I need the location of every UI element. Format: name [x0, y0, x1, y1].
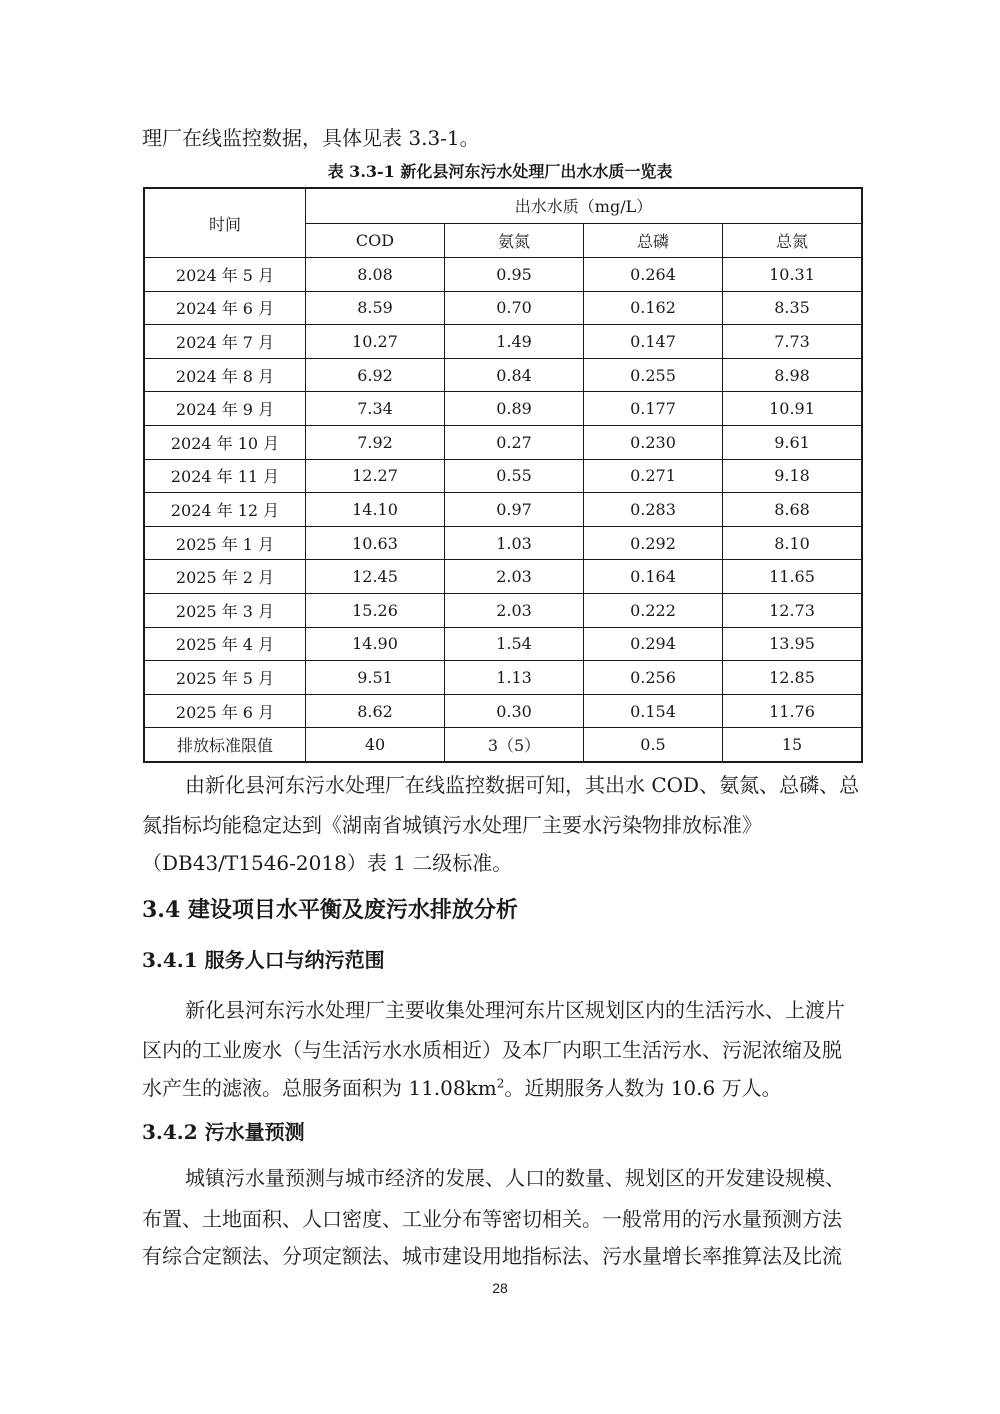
- ammonia-cell: 0.89: [445, 392, 584, 426]
- cod-cell: 15.26: [306, 593, 445, 627]
- time-cell: 2025 年 6 月: [144, 694, 306, 728]
- nitrogen-cell: 8.98: [723, 358, 863, 392]
- paragraph-1-line-2: 氮指标均能稳定达到《湖南省城镇污水处理厂主要水污染物排放标准》: [142, 813, 762, 837]
- time-cell: 2025 年 5 月: [144, 661, 306, 695]
- paragraph-2-line-1: 新化县河东污水处理厂主要收集处理河东片区规划区内的生活污水、上渡片: [185, 998, 845, 1022]
- nitrogen-cell: 10.31: [723, 258, 863, 292]
- ammonia-cell: 0.30: [445, 694, 584, 728]
- time-header: 时间: [144, 188, 306, 258]
- cod-cell: 12.45: [306, 560, 445, 594]
- phosphorus-cell: 0.147: [584, 325, 723, 359]
- time-cell: 2024 年 10 月: [144, 425, 306, 459]
- table-row: [144, 425, 862, 459]
- table-row: [144, 358, 862, 392]
- cod-cell: 7.34: [306, 392, 445, 426]
- ammonia-cell: 1.54: [445, 627, 584, 661]
- time-cell: 2024 年 5 月: [144, 258, 306, 292]
- paragraph-2-line-3: [142, 1074, 782, 1102]
- ammonia-cell: 2.03: [445, 560, 584, 594]
- table-caption: 表 3.3-1 新化县河东污水处理厂出水水质一览表: [327, 162, 673, 181]
- nitrogen-cell: 7.73: [723, 325, 863, 359]
- phosphorus-cell: 0.271: [584, 459, 723, 493]
- cod-cell: 10.27: [306, 325, 445, 359]
- ammonia-cell: 0.95: [445, 258, 584, 292]
- column-header-phosphorus: 总磷: [584, 223, 723, 258]
- table-row: [144, 493, 862, 527]
- limit-row: [144, 728, 862, 762]
- table-row: [144, 661, 862, 695]
- nitrogen-cell: 11.65: [723, 560, 863, 594]
- table-row: [144, 291, 862, 325]
- time-cell: 2024 年 8 月: [144, 358, 306, 392]
- table-row: [144, 560, 862, 594]
- section-heading-3-4-2: 3.4.2 污水量预测: [142, 1120, 305, 1144]
- page-number: 28: [492, 1280, 508, 1296]
- ammonia-limit-cell: 3（5）: [445, 728, 584, 762]
- phosphorus-cell: 0.177: [584, 392, 723, 426]
- ammonia-cell: 0.27: [445, 425, 584, 459]
- group-header: 出水水质（mg/L）: [306, 188, 863, 223]
- column-header-cod: COD: [306, 223, 445, 258]
- cod-cell: 6.92: [306, 358, 445, 392]
- phosphorus-cell: 0.292: [584, 526, 723, 560]
- paragraph-3-line-1: 城镇污水量预测与城市经济的发展、人口的数量、规划区的开发建设规模、: [185, 1166, 845, 1190]
- column-header-ammonia: 氨氮: [445, 223, 584, 258]
- paragraph-3-line-2: 布置、土地面积、人口密度、工业分布等密切相关。一般常用的污水量预测方法: [142, 1207, 842, 1231]
- ammonia-cell: 0.55: [445, 459, 584, 493]
- time-cell: 2025 年 4 月: [144, 627, 306, 661]
- ammonia-cell: 0.84: [445, 358, 584, 392]
- cod-cell: 8.59: [306, 291, 445, 325]
- cod-limit-cell: 40: [306, 728, 445, 762]
- paragraph-3-line-3: 有综合定额法、分项定额法、城市建设用地指标法、污水量增长率推算法及比流: [142, 1244, 842, 1268]
- table-row: [144, 258, 862, 292]
- nitrogen-cell: 13.95: [723, 627, 863, 661]
- phosphorus-cell: 0.264: [584, 258, 723, 292]
- table-row: [144, 526, 862, 560]
- cod-cell: 12.27: [306, 459, 445, 493]
- paragraph-2-line-2: 区内的工业废水（与生活污水水质相近）及本厂内职工生活污水、污泥浓缩及脱: [142, 1038, 842, 1062]
- ammonia-cell: 1.03: [445, 526, 584, 560]
- ammonia-cell: 0.97: [445, 493, 584, 527]
- table-row: [144, 325, 862, 359]
- paragraph-2-line-3-rest: 。近期服务人数为 10.6 万人。: [504, 1076, 782, 1100]
- phosphorus-cell: 0.283: [584, 493, 723, 527]
- cod-cell: 14.90: [306, 627, 445, 661]
- cod-cell: 14.10: [306, 493, 445, 527]
- nitrogen-cell: 8.35: [723, 291, 863, 325]
- time-cell: 2024 年 12 月: [144, 493, 306, 527]
- cod-cell: 8.62: [306, 694, 445, 728]
- table-row: [144, 627, 862, 661]
- nitrogen-cell: 11.76: [723, 694, 863, 728]
- nitrogen-cell: 8.10: [723, 526, 863, 560]
- table-row: [144, 593, 862, 627]
- paragraph-2-line-3-text: 水产生的滤液。总服务面积为 11.08km: [142, 1076, 497, 1100]
- table-row: [144, 694, 862, 728]
- phosphorus-cell: 0.154: [584, 694, 723, 728]
- cod-cell: 10.63: [306, 526, 445, 560]
- section-heading-3-4-1: 3.4.1 服务人口与纳污范围: [142, 948, 385, 972]
- section-heading-3-4: 3.4 建设项目水平衡及废污水排放分析: [142, 897, 518, 923]
- ammonia-cell: 2.03: [445, 593, 584, 627]
- cod-cell: 9.51: [306, 661, 445, 695]
- nitrogen-cell: 9.18: [723, 459, 863, 493]
- paragraph-1-line-1: 由新化县河东污水处理厂在线监控数据可知，其出水 COD、氨氮、总磷、总: [185, 773, 860, 797]
- table-row: [144, 392, 862, 426]
- paragraph-1-line-3: （DB43/T1546-2018）表 1 二级标准。: [142, 851, 513, 875]
- ammonia-cell: 0.70: [445, 291, 584, 325]
- phosphorus-cell: 0.294: [584, 627, 723, 661]
- time-cell: 2025 年 2 月: [144, 560, 306, 594]
- ammonia-cell: 1.49: [445, 325, 584, 359]
- limit-label-cell: 排放标准限值: [144, 728, 306, 762]
- cod-cell: 7.92: [306, 425, 445, 459]
- intro-line: 理厂在线监控数据，具体见表 3.3-1。: [142, 126, 480, 150]
- nitrogen-cell: 9.61: [723, 425, 863, 459]
- nitrogen-limit-cell: 15: [723, 728, 863, 762]
- ammonia-cell: 1.13: [445, 661, 584, 695]
- nitrogen-cell: 8.68: [723, 493, 863, 527]
- superscript-two: 2: [496, 1076, 505, 1091]
- column-header-nitrogen: 总氮: [723, 223, 863, 258]
- phosphorus-limit-cell: 0.5: [584, 728, 723, 762]
- time-cell: 2025 年 1 月: [144, 526, 306, 560]
- phosphorus-cell: 0.222: [584, 593, 723, 627]
- phosphorus-cell: 0.230: [584, 425, 723, 459]
- table-row: [144, 459, 862, 493]
- time-cell: 2024 年 7 月: [144, 325, 306, 359]
- phosphorus-cell: 0.255: [584, 358, 723, 392]
- time-cell: 2024 年 6 月: [144, 291, 306, 325]
- cod-cell: 8.08: [306, 258, 445, 292]
- time-cell: 2025 年 3 月: [144, 593, 306, 627]
- nitrogen-cell: 12.73: [723, 593, 863, 627]
- time-cell: 2024 年 11 月: [144, 459, 306, 493]
- nitrogen-cell: 12.85: [723, 661, 863, 695]
- phosphorus-cell: 0.162: [584, 291, 723, 325]
- phosphorus-cell: 0.256: [584, 661, 723, 695]
- water-quality-table: [143, 187, 863, 763]
- time-cell: 2024 年 9 月: [144, 392, 306, 426]
- nitrogen-cell: 10.91: [723, 392, 863, 426]
- phosphorus-cell: 0.164: [584, 560, 723, 594]
